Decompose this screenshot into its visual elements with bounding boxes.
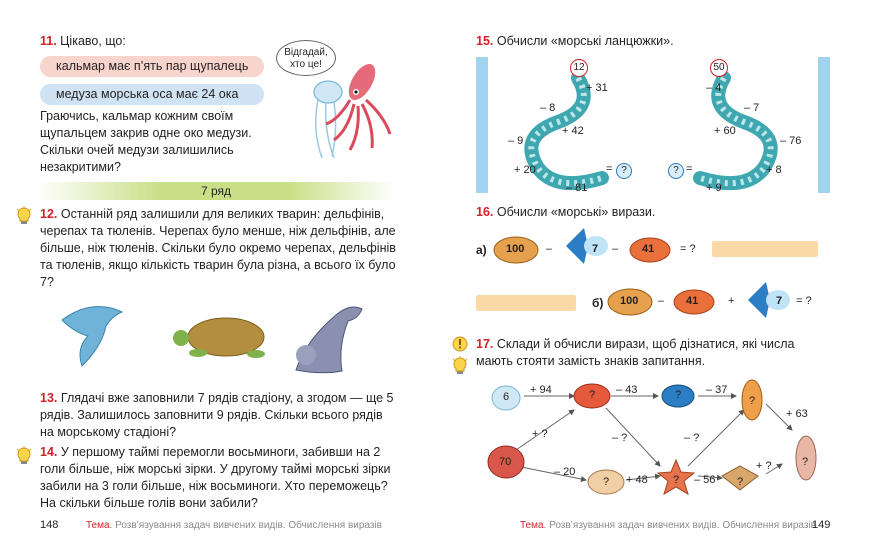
task-body: Склади й обчисли вирази, щоб дізнатися, які числа мають стояти замість знаків запитання. — [476, 337, 795, 368]
expr-value: 7 — [776, 295, 783, 307]
water-stripe — [476, 57, 488, 193]
chain-op: – 9 — [508, 135, 524, 147]
chain-start-value: 50 — [710, 59, 728, 77]
task-11-heading — [40, 33, 270, 50]
graph-node-value: 6 — [503, 391, 510, 403]
chain-op: – 7 — [744, 102, 760, 114]
expr-op: – — [612, 243, 619, 255]
graph-op: + ? — [532, 428, 548, 440]
turtle-icon — [173, 318, 265, 358]
page-footer — [520, 520, 816, 531]
expr-value: 7 — [592, 243, 599, 255]
task-body: Глядачі вже заповнили 7 рядів стадіону, а згодом — ще 5 рядів. Залишилось заповнити 9 рядів. Скільки всього рядів на морському стадіоні? — [40, 391, 394, 439]
footer-text: . Розв’язування задач вивчених видів. Обчислення виразів — [109, 520, 382, 531]
task-11-body: Граючись, кальмар кожним своїм щупальцем закрив одне око медузи. Скільки очей медузи залишились незакритими? — [40, 109, 252, 174]
expr-value: 41 — [686, 295, 699, 307]
lightbulb-icon — [16, 446, 32, 466]
dolphin-icon — [62, 307, 122, 366]
task-title: Обчисли «морські ланцюжки». — [496, 34, 674, 48]
graph-node-value[interactable]: ? — [589, 389, 596, 401]
graph-node-value[interactable]: ? — [673, 474, 680, 486]
graph-op: + 63 — [786, 408, 808, 420]
squid-jellyfish-illustration — [290, 60, 400, 170]
graph-node-value[interactable]: ? — [749, 395, 756, 407]
task-17 — [476, 336, 832, 370]
graph-op: + 94 — [530, 384, 552, 396]
graph-op: – 37 — [706, 384, 728, 396]
task-number: 13. — [40, 391, 58, 405]
chain-op: – 8 — [540, 102, 556, 114]
task-12 — [40, 206, 396, 291]
chain-op: + 42 — [562, 125, 584, 137]
task-13 — [40, 390, 396, 441]
task-title: Обчисли «морські» вирази. — [496, 205, 656, 219]
answer-blank-b[interactable] — [476, 295, 576, 311]
angelfish-icon — [742, 280, 792, 320]
equals-sign: = — [606, 163, 613, 175]
footer-label: Тема — [520, 520, 544, 531]
task-number: 15. — [476, 34, 494, 48]
footer-text: . Розв’язування задач вивчених видів. Обчислення виразів — [543, 520, 816, 531]
lightbulb-icon — [452, 356, 468, 376]
exclamation-icon — [452, 336, 468, 352]
graph-op: – ? — [684, 432, 700, 444]
graph-op: + ? — [756, 460, 772, 472]
equals-sign: = — [686, 163, 693, 175]
chain-op: + 8 — [766, 164, 782, 176]
lightbulb-icon — [16, 206, 32, 226]
chain-op: – 4 — [706, 82, 722, 94]
task-16-heading — [476, 204, 836, 221]
chain-op: + 60 — [714, 125, 736, 137]
expression-label-b: б) — [592, 296, 604, 310]
chain-answer[interactable]: ? — [616, 163, 632, 179]
graph-op: – 20 — [554, 466, 576, 478]
answer-blank-a[interactable] — [712, 241, 818, 257]
graph-op: – 56 — [694, 474, 716, 486]
marine-animals-illustration — [56, 290, 396, 385]
graph-op: + 48 — [626, 474, 648, 486]
angelfish-icon — [560, 226, 610, 266]
task-number: 12. — [40, 207, 58, 221]
graph-op: – ? — [612, 432, 628, 444]
graph-node-value[interactable]: ? — [603, 476, 610, 488]
chain-start-value: 12 — [570, 59, 588, 77]
fact-pill-squid: кальмар має п’ять пар щупалець — [40, 56, 264, 77]
graph-node-value[interactable]: ? — [675, 389, 682, 401]
task-number: 11. — [40, 34, 57, 48]
task-title: Цікаво, що: — [60, 34, 126, 48]
page-footer — [86, 520, 382, 531]
chain-op: + 20 — [514, 164, 536, 176]
chain-answer[interactable]: ? — [668, 163, 684, 179]
expr-result: = ? — [680, 243, 696, 255]
footer-label: Тема — [86, 520, 110, 531]
fact-pill-jellyfish: медуза морська оса має 24 ока — [40, 84, 264, 105]
seal-icon — [296, 307, 362, 373]
speech-bubble: Відгадай, хто це! — [276, 40, 336, 76]
water-stripe — [818, 57, 830, 193]
task-body: Останній ряд залишили для великих тварин: дельфінів, черепах та тюленів. Черепах було менше, ніж дельфінів, але більше, ніж тюленів. Скільки було окремо черепах, дельфінів та тюленів, якщо кількість тварин була різна, а всього їх було 7? — [40, 207, 396, 289]
expr-result: = ? — [796, 295, 812, 307]
expr-value: 100 — [620, 295, 639, 307]
task-number: 14. — [40, 445, 58, 459]
expr-value: 41 — [642, 243, 655, 255]
task-number: 17. — [476, 337, 494, 351]
task-body: У першому таймі перемогли восьминоги, забивши на 2 голи більше, ніж морські зірки. У другому таймі морські зірки забили на 3 голи більше, ніж восьминоги. Хто переможець? На скільки більше голів вони забили? — [40, 445, 391, 510]
page-number: 149 — [812, 519, 831, 531]
expr-value: 100 — [506, 243, 525, 255]
chain-op: – 76 — [780, 135, 802, 147]
expr-op: – — [658, 295, 665, 307]
chain-op: + 31 — [586, 82, 608, 94]
expression-label-a: а) — [476, 243, 487, 257]
expr-op: – — [546, 243, 553, 255]
graph-node-value: 70 — [499, 456, 512, 468]
graph-op: – 43 — [616, 384, 638, 396]
graph-node-value[interactable]: ? — [802, 456, 809, 468]
task-14 — [40, 444, 396, 512]
chain-op: – 81 — [566, 182, 588, 194]
page-number: 148 — [40, 519, 59, 531]
expr-op: + — [728, 295, 735, 307]
row-band-7: 7 ряд — [36, 182, 396, 200]
task-15-heading — [476, 33, 836, 50]
graph-node-value[interactable]: ? — [737, 476, 744, 488]
task-number: 16. — [476, 205, 494, 219]
chain-op: + 9 — [706, 182, 722, 194]
